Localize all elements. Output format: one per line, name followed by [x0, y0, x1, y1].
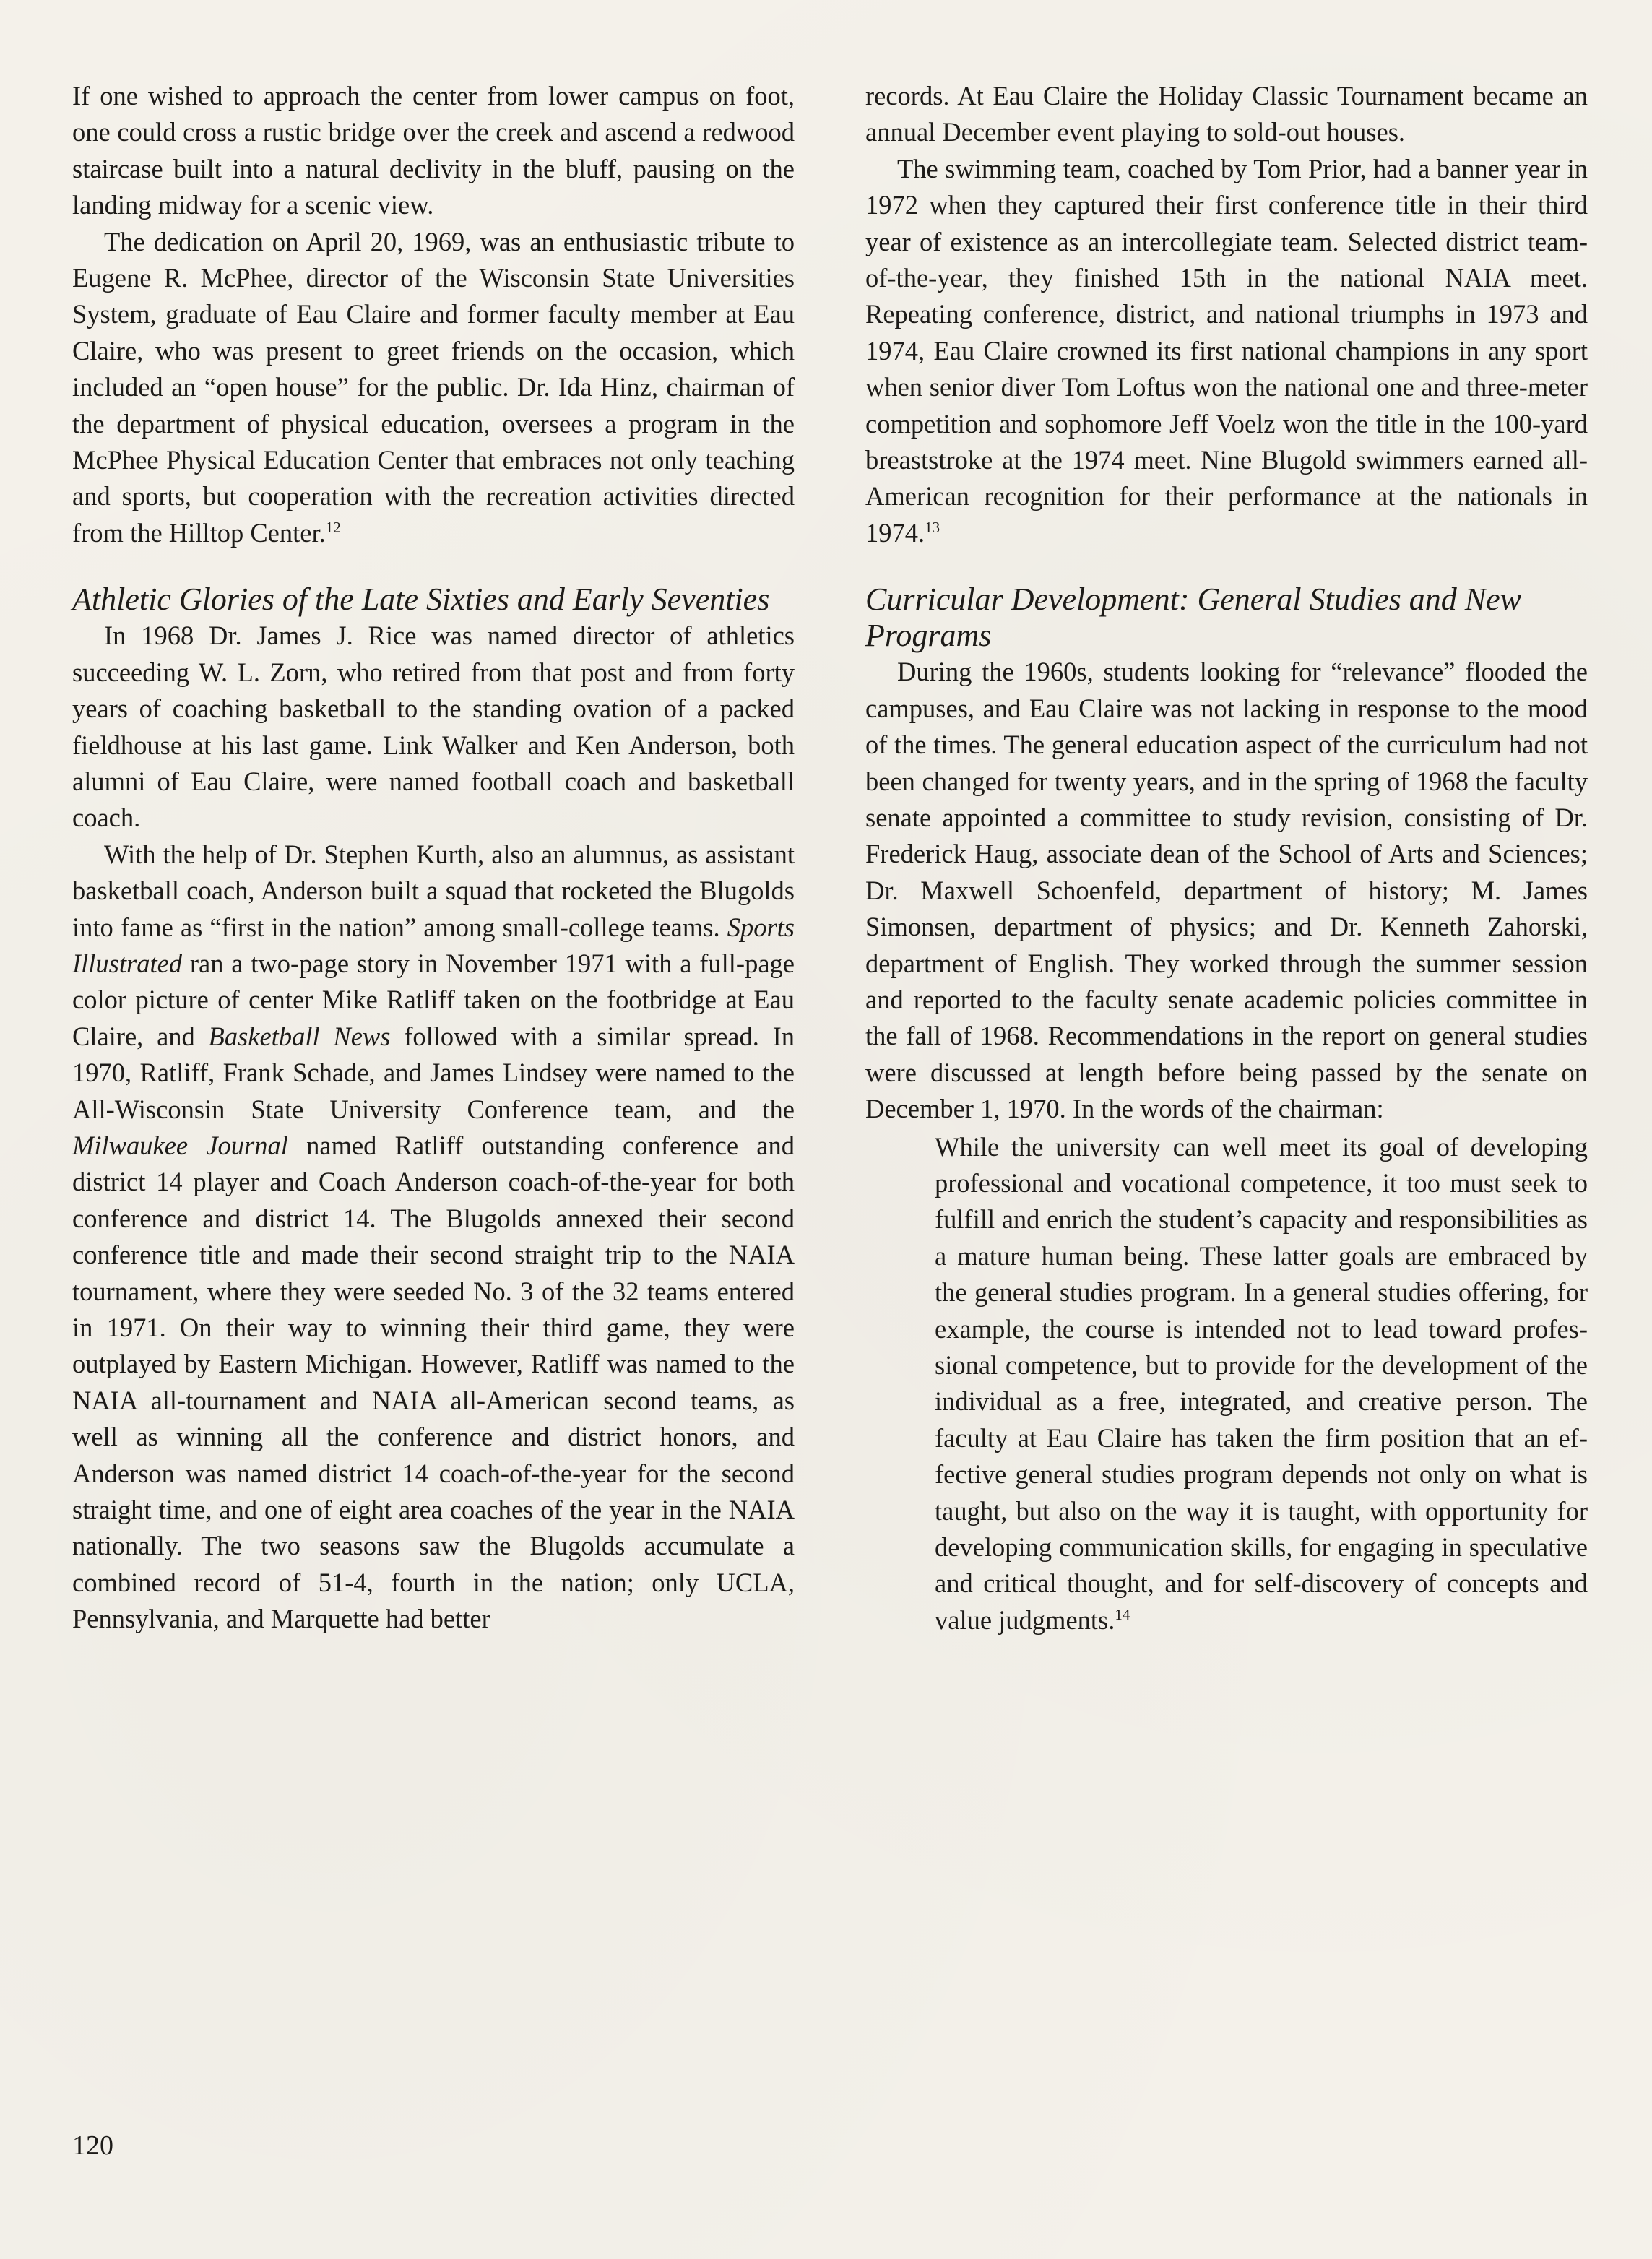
publication-title: Sports Illustrated — [72, 912, 795, 978]
footnote-reference: 14 — [1115, 1605, 1130, 1623]
paragraph — [865, 654, 1588, 1127]
quote-text: While the university can well meet its goal of developing professional and vocational competence, it too must seek to fulfill and enrich the student’s capacity and responsibilities as a mature human being. These latter goals are embraced by the general studies program. In a general studies offering, for example, the course is intended not to lead toward professional competence, but to provide for the development of the individual as a free, integrated, and creative person. The faculty at Eau Claire has taken the firm position that an effective general studies program depends not only on what is taught, but also on the way it is taught, with opportunity for developing communication skills, for engaging in speculative and critical thought, and for self-discovery of concepts and value judgments. — [935, 1131, 1588, 1635]
paragraph-text: In 1968 Dr. James J. Rice was named director of athletics succeeding W. L. Zorn, who retired from that post and from forty years of coaching basketball to the standing ovation of a packed fieldhouse at his last game. Link Walker and Ken Anderson, both alumni of Eau Claire, were named football coach and basketball coach. — [72, 621, 795, 833]
paragraph — [72, 78, 795, 224]
publication-title: Milwaukee Journal — [72, 1130, 288, 1160]
paragraph — [72, 224, 795, 552]
paragraph — [865, 151, 1588, 551]
paragraph-text: The swimming team, coached by Tom Prior, had a banner year in 1972 when they captured their first conference title in their third year of existence as an intercollegiate team. Selected district team-of-the-year, they finished 15th in the national NAIA meet. Repeating conference, district, and national triumphs in 1973 and 1974, Eau Claire crowned its first national champions in any sport when senior diver Tom Loftus won the national one and three-meter competition and sophomore Jeff Voelz won the title in the 100-yard breaststroke at the 1974 meet. Nine Blugold swimmers earned all-American recognition for their performance at the nationals in 1974. — [865, 153, 1588, 548]
paragraph-text: If one wished to approach the center from lower campus on foot, one could cross a rustic bridge over the creek and ascend a redwood staircase built into a natural declivity in the bluff, pausing on the landing midway for a scenic view. — [72, 81, 795, 220]
paragraph — [72, 618, 795, 836]
paragraph — [865, 78, 1588, 151]
right-column — [865, 78, 1588, 1638]
paragraph-text: followed with a similar spread. In 1970, Ratliff, Frank Schade, and James Lindsey were named to the All-Wisconsin State University Conference team, and the — [72, 1021, 795, 1124]
paragraph-text: ran a two-page story in November 1971 with a full-page color picture of center Mike Ratliff taken on the footbridge at Eau Claire, and — [72, 948, 795, 1051]
section-heading: Athletic Glories of the Late Sixties and Early Seventies — [72, 582, 770, 618]
section-heading: Curricular Development: General Studies and New Programs — [865, 582, 1521, 654]
paragraph-text: named Ratliff outstanding conference and district 14 player and Coach Anderson coach-of-the-year for both conference and district 14. The Blugolds annexed their second conference title and made their second straight trip to the NAIA tournament, where they were seeded No. 3 of the 32 teams entered in 1971. On their way to winning their third game, they were outplayed by Eastern Michigan. However, Ratliff was named to the NAIA all-tournament and NAIA all-American second teams, as well as winning all the conference and district honors, and Anderson was named district 14 coach-of-the-year for the second straight time, and one of eight area coaches of the year in the NAIA nationally. The two seasons saw the Blugolds accumulate a combined record of 51-4, fourth in the nation; only UCLA, Pennsylvania, and Marquette had better — [72, 1130, 795, 1634]
footnote-reference: 13 — [925, 518, 940, 536]
paragraph-text: The dedication on April 20, 1969, was an enthusiastic tribute to Eugene R. McPhee, director of the Wisconsin State Universities System, graduate of Eau Claire and former faculty member at Eau Claire, who was present to greet friends on the occasion, which included an “open house” for the public. Dr. Ida Hinz, chairman of the department of physical education, oversees a program in the McPhee Physical Education Center that embraces not only teaching and sports, but cooperation with the recreation activities directed from the Hilltop Center. — [72, 226, 795, 548]
block-quote — [935, 1129, 1588, 1639]
publication-title: Basketball News — [208, 1021, 391, 1051]
paragraph-text: During the 1960s, students looking for “relevance” flooded the campuses, and Eau Claire was not lacking in response to the mood of the times. The general education aspect of the curriculum had not been changed for twenty years, and in the spring of 1968 the faculty senate appointed a committee to study revision, consisting of Dr. Frederick Haug, associate dean of the School of Arts and Sciences; Dr. Maxwell Schoenfeld, department of history; M. James Simonsen, department of physics; and Dr. Kenneth Zahorski, department of English. They worked through the summer session and reported to the faculty senate academic policies committee in the fall of 1968. Recommendations in the report on general studies were discussed at length before being passed by the senate on December 1, 1970. In the words of the chairman: — [865, 657, 1588, 1124]
left-column — [72, 78, 795, 1638]
paragraph-text: With the help of Dr. Stephen Kurth, also an alumnus, as assistant basketball coach, Anderson built a squad that rocketed the Blugolds into fame as “first in the nation” among small-college teams. — [72, 839, 795, 942]
paragraph — [72, 837, 795, 1638]
paragraph-text: records. At Eau Claire the Holiday Classic Tournament became an annual December event playing to sold-out houses. — [865, 81, 1588, 147]
footnote-reference: 12 — [325, 518, 341, 536]
page-number: 120 — [72, 2130, 113, 2161]
